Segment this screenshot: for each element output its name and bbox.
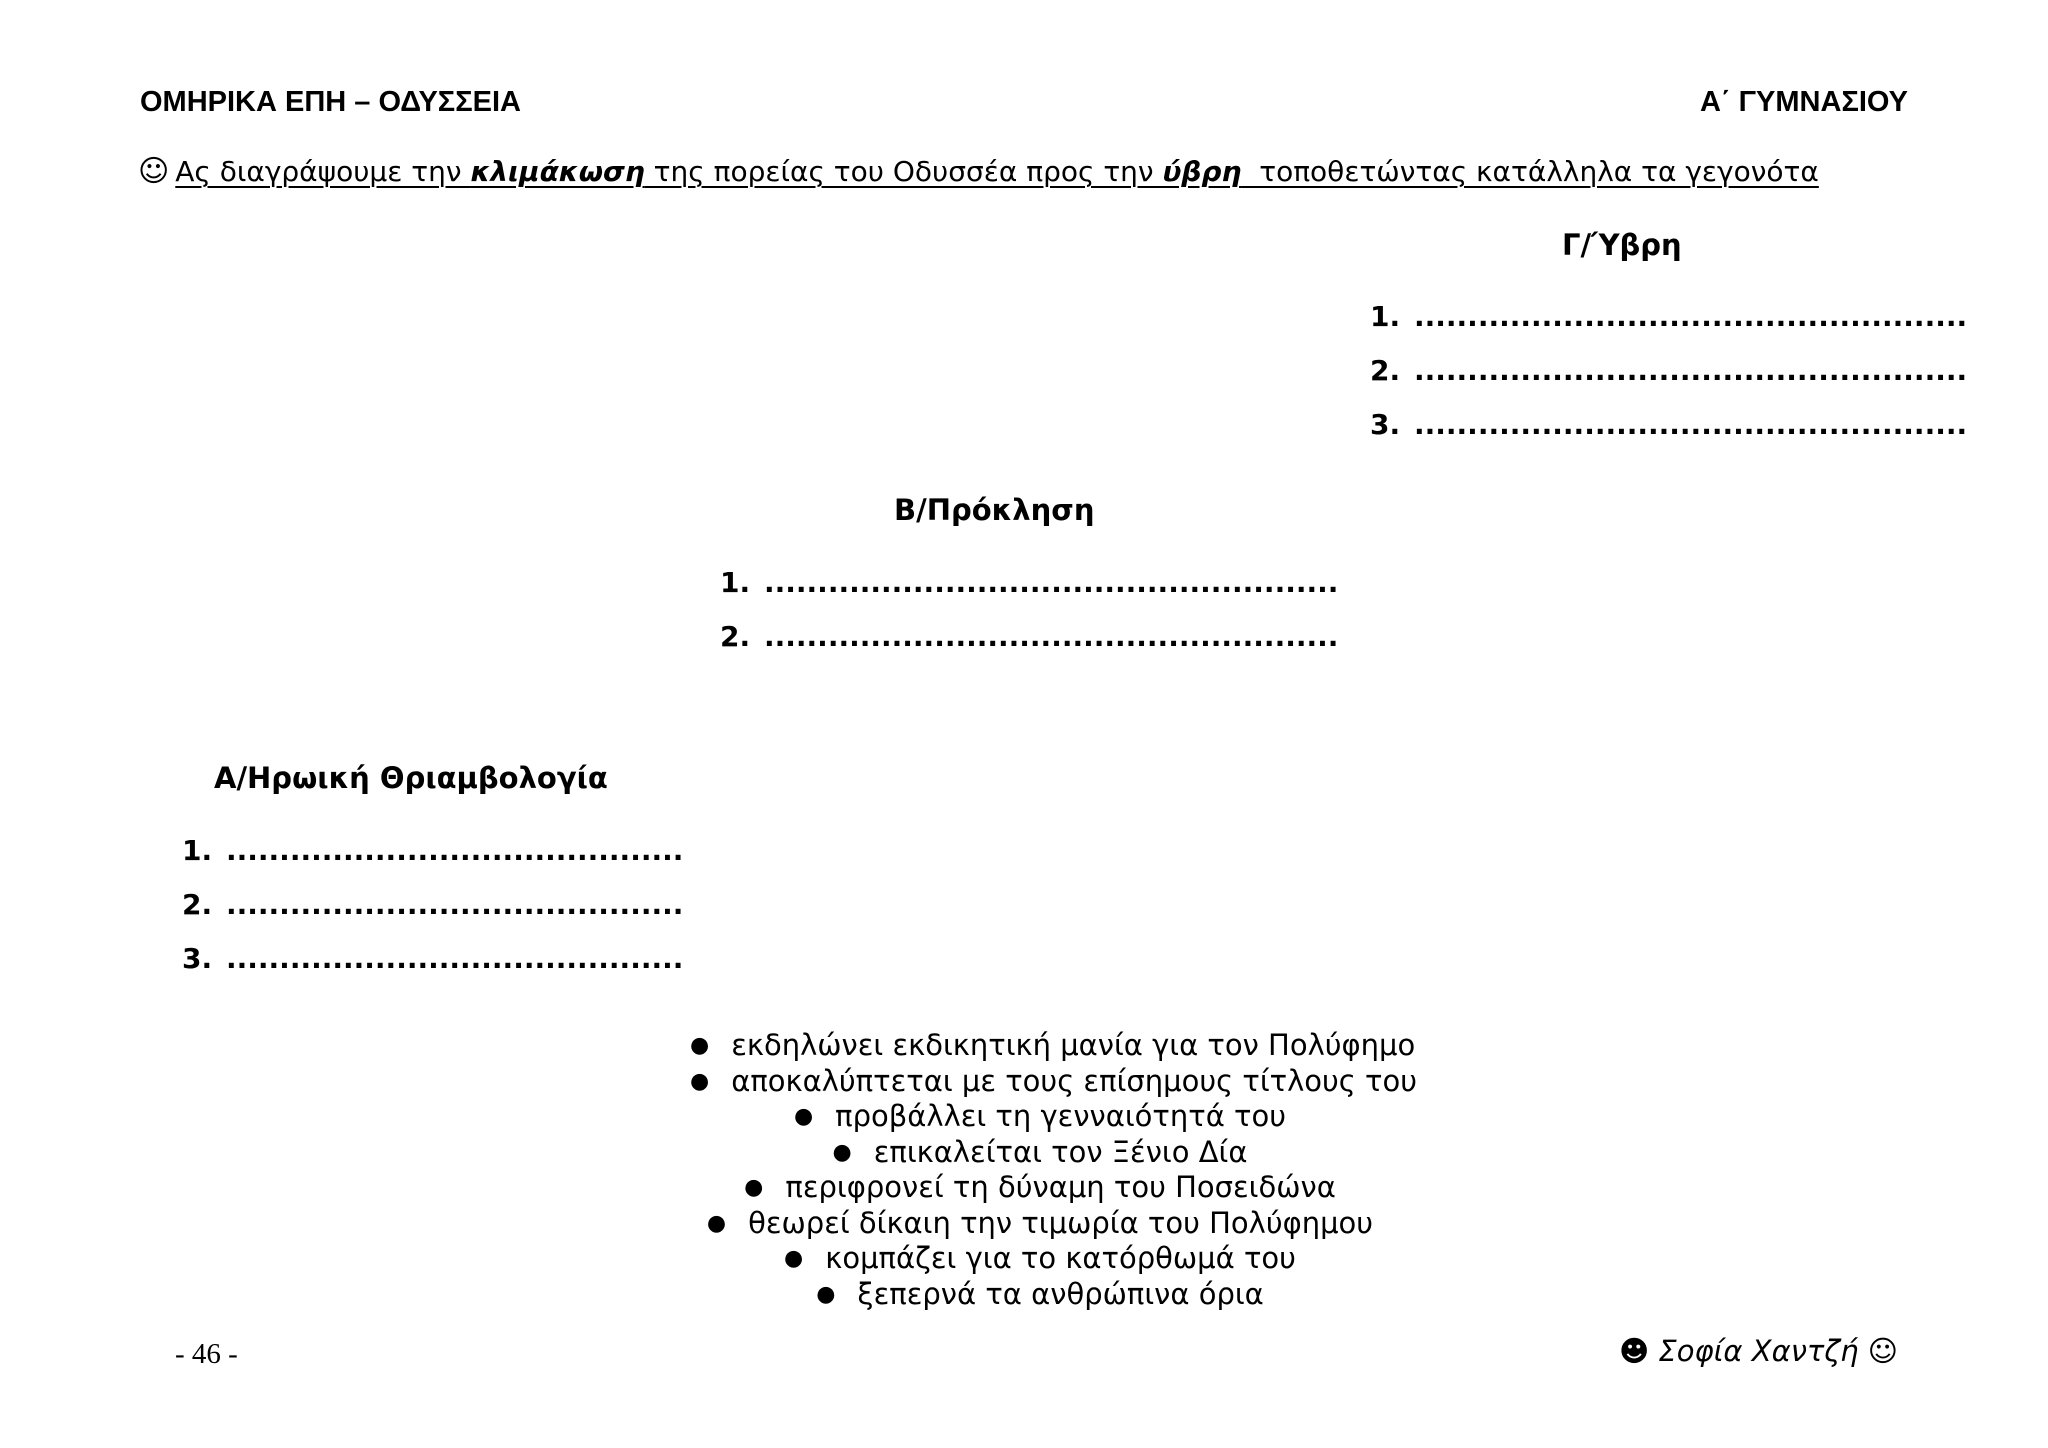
bullet-icon: ●	[784, 1246, 804, 1271]
author-name: Σοφία Χαντζή	[1658, 1334, 1859, 1368]
section-a-item-2[interactable]	[182, 888, 683, 921]
section-c-title: Γ/Ύβρη	[1562, 228, 1682, 262]
header-title: ΟΜΗΡΙΚΑ ΕΠΗ – ΟΔΥΣΣΕΙΑ	[140, 86, 521, 118]
header-grade: Α΄ ΓΥΜΝΑΣΙΟΥ	[1699, 86, 1908, 118]
list-item: ● κομπάζει για το κατόρθωμά του	[784, 1241, 1296, 1275]
author-signature	[1619, 1334, 1898, 1368]
bullet-icon: ●	[832, 1139, 852, 1165]
list-item: ● αποκαλύπτεται με τους επίσημους τίτλους του	[690, 1063, 1417, 1098]
section-c-item-3[interactable]	[1370, 408, 1967, 441]
instruction-keyword-escalation: κλιμάκωση	[470, 155, 645, 188]
list-item: ● εκδηλώνει εκδικητική μανία για τον Πολύφημο	[690, 1028, 1416, 1062]
section-a-title: Α/Ηρωική Θριαμβολογία	[214, 761, 608, 795]
blank-line: ......................................................	[764, 566, 1339, 599]
item-number: 2.	[720, 620, 751, 653]
bullet-icon: ●	[690, 1033, 710, 1058]
events-list	[690, 1028, 1417, 1312]
section-c-item-2[interactable]	[1370, 354, 1967, 387]
list-item: ● επικαλείται τον Ξένιο Δία	[832, 1134, 1248, 1169]
list-item: ● προβάλλει τη γενναιότητά του	[793, 1099, 1287, 1133]
instruction-text-2: της πορείας του Οδυσσέα προς την	[644, 155, 1163, 188]
blank-line: ...........................................	[226, 888, 684, 921]
item-number: 1.	[182, 834, 213, 867]
item-number: 1.	[1370, 300, 1401, 333]
list-item: ● ξεπερνά τα ανθρώπινα όρια	[816, 1276, 1264, 1311]
section-a-item-3[interactable]	[182, 942, 683, 975]
section-c-item-1[interactable]	[1370, 300, 1967, 333]
bullet-icon: ●	[816, 1281, 836, 1307]
item-number: 1.	[720, 566, 751, 599]
blank-line: ....................................................	[1414, 408, 1968, 441]
item-number: 3.	[1370, 408, 1401, 441]
section-b-item-1[interactable]	[720, 566, 1338, 599]
item-number: 2.	[1370, 354, 1401, 387]
bullet-icon: ●	[744, 1175, 764, 1200]
blank-line: ....................................................	[1414, 354, 1968, 387]
item-number: 2.	[182, 888, 213, 921]
instruction-keyword-hubris: ύβρη	[1162, 155, 1242, 188]
section-b-title: Β/Πρόκληση	[894, 493, 1095, 527]
instruction-text-1: Ας διαγράψουμε την	[175, 155, 471, 188]
dark-smiley-icon: ☻	[1618, 1334, 1650, 1368]
page-number: - 46 -	[175, 1338, 238, 1370]
instruction-line	[138, 154, 1819, 189]
smiley-icon: ☺	[1867, 1334, 1898, 1368]
blank-line: ....................................................	[1414, 300, 1968, 333]
section-b-item-2[interactable]	[720, 620, 1338, 653]
smiley-icon: ☺	[138, 154, 170, 189]
blank-line: ...........................................	[226, 834, 684, 867]
item-number: 3.	[182, 942, 213, 975]
blank-line: ......................................................	[764, 620, 1339, 653]
section-a-item-1[interactable]	[182, 834, 683, 867]
bullet-icon: ●	[690, 1068, 710, 1094]
instruction-text-3: τοποθετώντας κατάλληλα τα γεγονότα	[1241, 155, 1819, 188]
list-item: ● περιφρονεί τη δύναμη του Ποσειδώνα	[744, 1170, 1336, 1204]
bullet-icon: ●	[793, 1104, 814, 1129]
blank-line: ...........................................	[226, 942, 684, 975]
list-item: ● θεωρεί δίκαιη την τιμωρία του Πολύφημου	[706, 1205, 1374, 1240]
bullet-icon: ●	[706, 1210, 727, 1236]
